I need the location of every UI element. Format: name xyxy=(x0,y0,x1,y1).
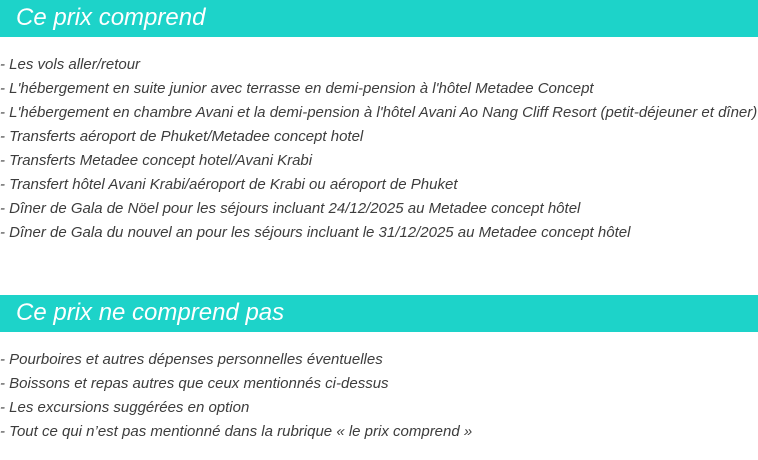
list-item: - L'hébergement en chambre Avani et la demi-pension à l'hôtel Avani Ao Nang Cliff Resort (petit-déjeuner et dîner) xyxy=(0,104,758,121)
list-item: - Tout ce qui n’est pas mentionné dans la rubrique « le prix comprend » xyxy=(0,423,473,440)
list-item: - Les vols aller/retour xyxy=(0,56,141,73)
excluded-section-header xyxy=(0,295,758,332)
list-item: - Les excursions suggérées en option xyxy=(0,399,250,416)
excluded-section-title: Ce prix ne comprend pas xyxy=(16,299,285,326)
list-item: - Transferts Metadee concept hotel/Avani Krabi xyxy=(0,152,313,169)
list-item: - Pourboires et autres dépenses personnelles éventuelles xyxy=(0,351,383,368)
excluded-list xyxy=(0,348,472,444)
list-item: - Dîner de Gala du nouvel an pour les séjours incluant le 31/12/2025 au Metadee concept hôtel xyxy=(0,224,631,241)
list-item: - Boissons et repas autres que ceux mentionnés ci-dessus xyxy=(0,375,389,392)
list-item: - Transfert hôtel Avani Krabi/aéroport de Krabi ou aéroport de Phuket xyxy=(0,176,458,193)
included-list xyxy=(0,53,757,245)
list-item: - Transferts aéroport de Phuket/Metadee concept hotel xyxy=(0,128,364,145)
included-section-title: Ce prix comprend xyxy=(16,4,206,31)
list-item: - Dîner de Gala de Nöel pour les séjours incluant 24/12/2025 au Metadee concept hôtel xyxy=(0,200,581,217)
included-section-header xyxy=(0,0,758,37)
list-item: - L'hébergement en suite junior avec terrasse en demi-pension à l'hôtel Metadee Concept xyxy=(0,80,594,97)
